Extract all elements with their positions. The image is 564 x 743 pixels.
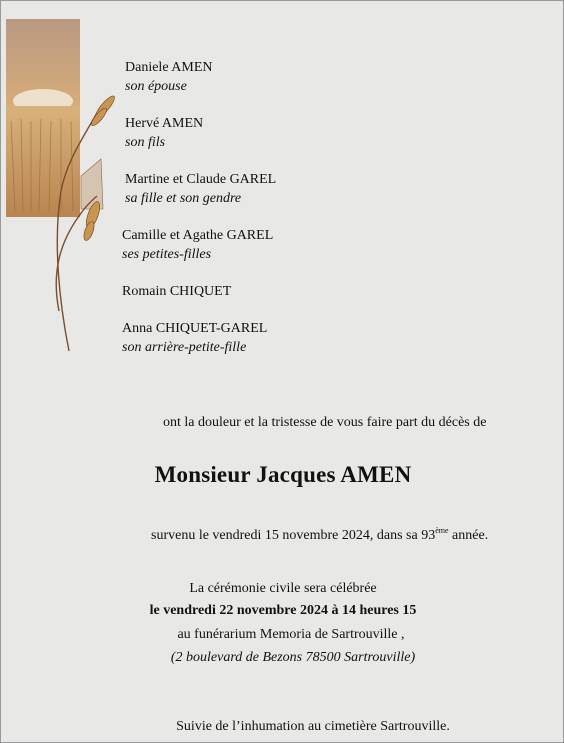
family-name: Camille et Agathe GAREL bbox=[122, 228, 274, 243]
family-role: son épouse bbox=[125, 79, 187, 94]
family-role: ses petites-filles bbox=[122, 247, 212, 262]
ceremony-venue: au funérarium Memoria de Sartrouville , bbox=[177, 627, 405, 642]
death-text-before: survenu le vendredi 15 novembre 2024, dans sa 93 bbox=[151, 528, 436, 543]
burial-text: Suivie de l’inhumation au cimetière Sartrouville. bbox=[176, 719, 450, 734]
family-list bbox=[1, 1, 564, 361]
ceremony-address: (2 boulevard de Bezons 78500 Sartrouville) bbox=[170, 650, 416, 665]
family-name: Anna CHIQUET-GAREL bbox=[122, 321, 268, 336]
family-name: Romain CHIQUET bbox=[122, 284, 232, 299]
family-name: Martine et Claude GAREL bbox=[125, 172, 277, 187]
family-role: son fils bbox=[125, 135, 166, 150]
family-role: sa fille et son gendre bbox=[125, 191, 242, 206]
ceremony-date-time: le vendredi 22 novembre 2024 à 14 heures 15 bbox=[149, 603, 417, 618]
family-name: Hervé AMEN bbox=[125, 116, 204, 131]
family-role: son arrière-petite-fille bbox=[122, 340, 247, 355]
deceased-name: Monsieur Jacques AMEN bbox=[154, 462, 412, 487]
death-date-text bbox=[151, 526, 488, 544]
announcement-text: ont la douleur et la tristesse de vous faire part du décès de bbox=[163, 415, 487, 430]
death-text-after: année. bbox=[448, 528, 489, 543]
death-superscript: ème bbox=[435, 526, 449, 535]
ceremony-intro: La cérémonie civile sera célébrée bbox=[189, 581, 377, 596]
family-name: Daniele AMEN bbox=[125, 60, 213, 75]
